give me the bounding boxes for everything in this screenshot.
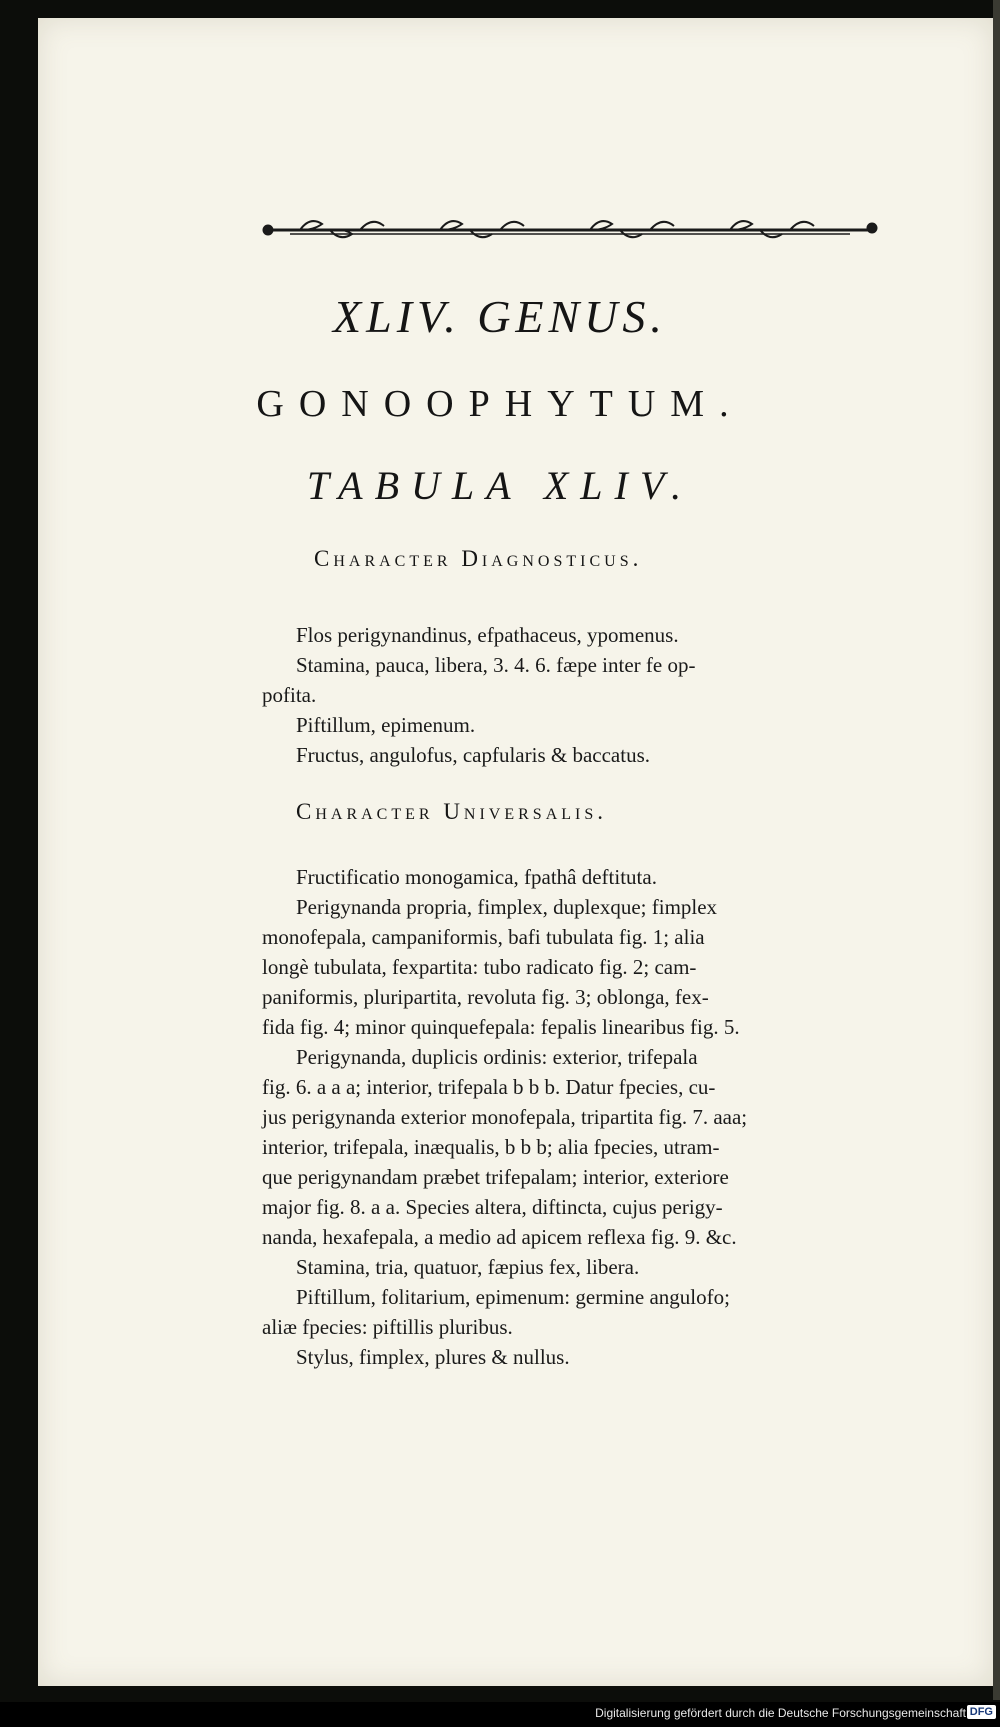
text-line: Stamina, pauca, libera, 3. 4. 6. fæpe inter fe op- (296, 653, 696, 677)
text-line: Fructificatio monogamica, fpathâ deftituta. (296, 865, 657, 889)
tabula-heading: TABULA XLIV. (306, 463, 694, 508)
universalis-text (262, 862, 902, 1372)
text-line: paniformis, pluripartita, revoluta fig. 3; oblonga, fex- (262, 985, 709, 1009)
text-line: Stylus, fimplex, plures & nullus. (296, 1345, 570, 1369)
genus-name: GONOOPHYTUM. (256, 383, 744, 425)
footer-credit: Digitalisierung gefördert durch die Deutsche Forschungsgemeinschaft (595, 1706, 966, 1720)
text-line: Perigynanda propria, fimplex, duplexque; fimplex (296, 895, 718, 919)
text-line: jus perigynanda exterior monofepala, tripartita fig. 7. aaa; (262, 1105, 748, 1129)
footer-bar (0, 1702, 1000, 1727)
text-line: Piftillum, epimenum. (296, 713, 476, 737)
text-line: interior, trifepala, inæqualis, b b b; alia fpecies, utram- (262, 1135, 720, 1159)
text-line: major fig. 8. a a. Species altera, diftincta, cujus perigy- (262, 1195, 723, 1219)
text-line: Fructus, angulofus, capfularis & baccatus. (296, 743, 650, 767)
book-page (38, 18, 993, 1686)
section-title-diagnosticus: Character Diagnosticus. (314, 546, 643, 571)
text-line: fida fig. 4; minor quinquefepala: fepalis linearibus fig. 5. (262, 1015, 740, 1039)
genus-heading: XLIV. GENUS. (333, 291, 667, 342)
text-line: pofita. (262, 683, 317, 707)
diagnosticus-text (262, 620, 902, 770)
section-title-universalis: Character Universalis. (296, 799, 608, 824)
text-line: Stamina, tria, quatuor, fæpius fex, libera. (296, 1255, 640, 1279)
text-line: monofepala, campaniformis, bafi tubulata fig. 1; alia (262, 925, 705, 949)
text-line: fig. 6. a a a; interior, trifepala b b b. Datur fpecies, cu- (262, 1075, 716, 1099)
text-line: que perigynandam præbet trifepalam; interior, exteriore (262, 1165, 729, 1189)
text-line: Piftillum, folitarium, epimenum: germine angulofo; (296, 1285, 730, 1309)
text-line: longè tubulata, fexpartita: tubo radicato fig. 2; cam- (262, 955, 697, 979)
text-line: Flos perigynandinus, efpathaceus, ypomenus. (296, 623, 679, 647)
ornament-rule (260, 210, 880, 250)
text-line: nanda, hexafepala, a medio ad apicem reflexa fig. 9. &c. (262, 1225, 737, 1249)
dfg-logo: DFG (967, 1705, 996, 1719)
text-line: Perigynanda, duplicis ordinis: exterior, trifepala (296, 1045, 698, 1069)
text-line: aliæ fpecies: piftillis pluribus. (262, 1315, 513, 1339)
book-edge (993, 0, 1000, 1700)
